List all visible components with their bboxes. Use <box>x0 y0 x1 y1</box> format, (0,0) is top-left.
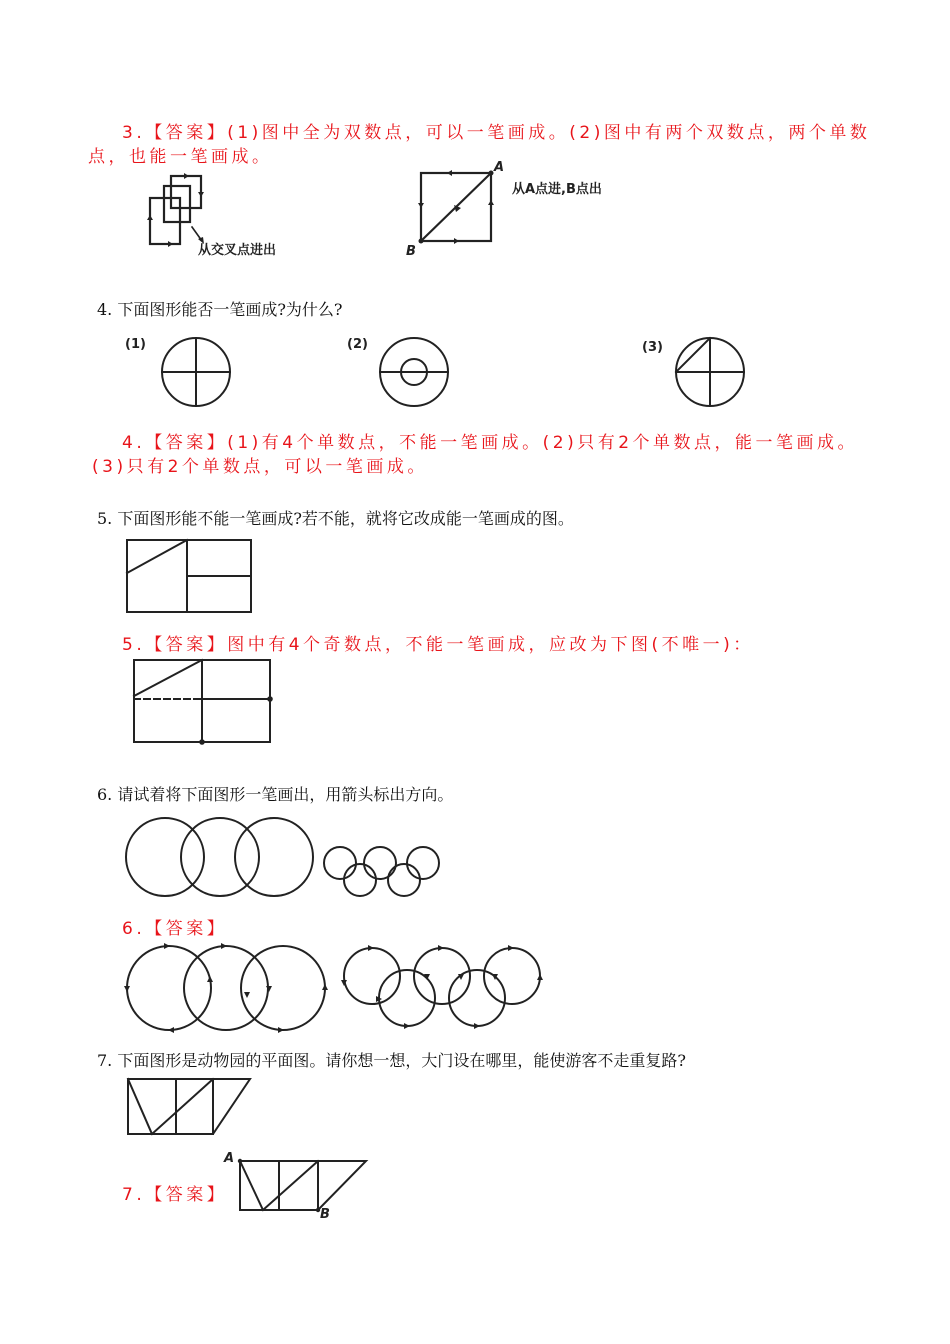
q4-question: 4. 下面图形能否一笔画成?为什么? <box>97 300 343 319</box>
q4-answer-line2: (3)只有2个单数点，可以一笔画成。 <box>92 457 428 477</box>
q4-figure-3-circle-triangle <box>672 337 748 409</box>
q4-figure-1-circle-cross <box>158 337 234 409</box>
q3-fig2-note: 从A点进,B点出 <box>512 182 602 197</box>
q7-question: 7. 下面图形是动物园的平面图。请你想一想，大门设在哪里，能使游客不走重复路? <box>97 1051 686 1070</box>
q6-answer: 6.【答案】 <box>122 919 228 939</box>
q3-fig1-note: 从交叉点进出 <box>198 243 277 258</box>
q3-answer-line1: 3.【答案】(1)图中全为双数点，可以一笔画成。(2)图中有两个双数点，两个单数 <box>122 123 871 143</box>
q3-fig2-label-b: B <box>406 244 416 259</box>
q4-label-1: (1) <box>125 337 146 352</box>
q3-fig2-label-a: A <box>494 160 505 175</box>
q6-figure-five-rings <box>320 845 446 900</box>
q7-answer-figure <box>236 1158 370 1214</box>
q7-label-a: A <box>224 1151 235 1166</box>
q6-answer-five-rings-arrows <box>340 944 545 1030</box>
q3-figure-square-diagonal <box>410 165 500 250</box>
q5-figure-rectangles <box>125 538 255 616</box>
q6-answer-three-circles-arrows <box>124 942 330 1034</box>
q7-label-b: B <box>320 1207 330 1222</box>
q4-label-3: (3) <box>642 340 663 355</box>
q5-question: 5. 下面图形能不能一笔画成?若不能，就将它改成能一笔画成的图。 <box>97 509 574 528</box>
q3-answer-line2: 点，也能一笔画成。 <box>88 147 273 167</box>
q6-question: 6. 请试着将下面图形一笔画出，用箭头标出方向。 <box>97 785 454 804</box>
q7-figure-zoo-plan <box>124 1076 256 1138</box>
q6-figure-three-circles <box>124 815 316 899</box>
q7-answer: 7.【答案】 <box>122 1185 228 1205</box>
q5-answer-figure <box>132 658 277 746</box>
q4-label-2: (2) <box>347 337 368 352</box>
q4-answer-line1: 4.【答案】(1)有4个单数点，不能一笔画成。(2)只有2个单数点，能一笔画成。 <box>122 433 859 453</box>
q5-answer: 5.【答案】图中有4个奇数点，不能一笔画成，应改为下图(不唯一)： <box>122 635 754 655</box>
q4-figure-2-concentric-circles <box>376 337 452 409</box>
